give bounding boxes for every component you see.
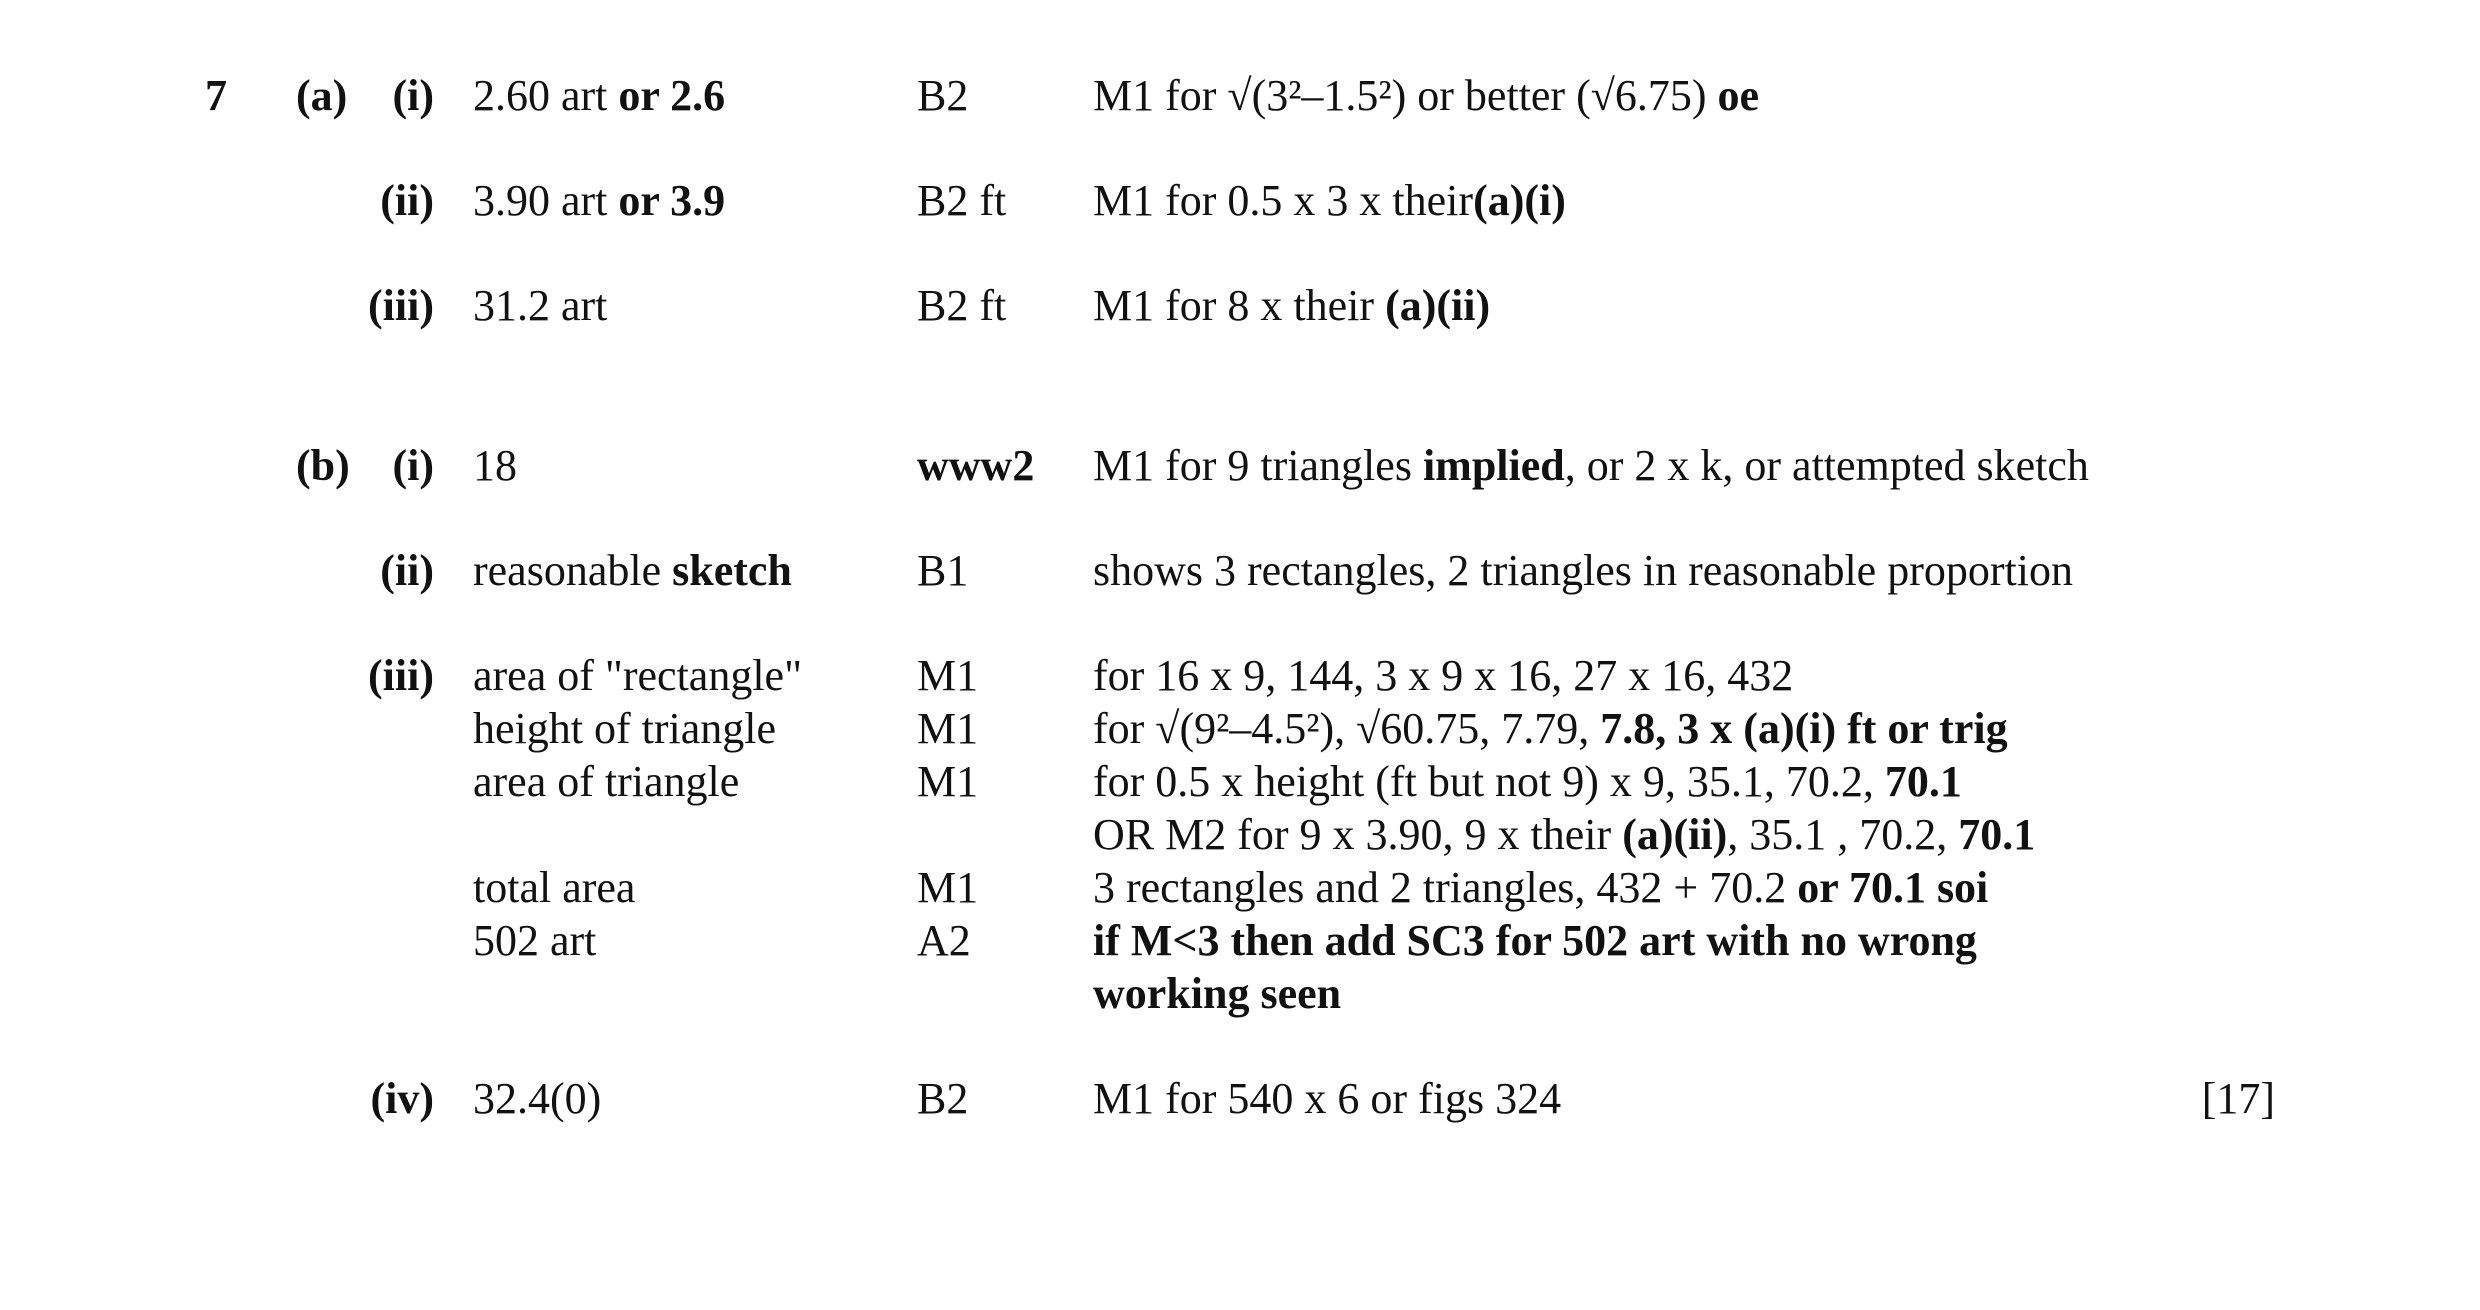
answer-cell: total area	[473, 863, 636, 912]
answer-cell: area of triangle	[473, 757, 740, 806]
guidance-cell: M1 for 8 x their (a)(ii)	[1093, 281, 1491, 330]
mark-cell: A2	[917, 916, 971, 965]
guidance-cell: M1 for 9 triangles implied, or 2 x k, or attempted sketch	[1093, 441, 2089, 490]
mark-row-b-iii-total	[0, 860, 2480, 916]
mark-row-a-iii	[0, 278, 2480, 334]
answer-cell: 3.90 art or 3.9	[473, 176, 726, 225]
guidance-cell: for 0.5 x height (ft but not 9) x 9, 35.1, 70.2, 70.1	[1093, 757, 1962, 806]
guidance-cell: M1 for 0.5 x 3 x their(a)(i)	[1093, 176, 1566, 225]
subpart-label: (i)	[392, 441, 434, 490]
answer-cell: 31.2 art	[473, 281, 608, 330]
part-label: (b)	[296, 441, 350, 490]
guidance-cell: shows 3 rectangles, 2 triangles in reasonable proportion	[1093, 546, 2073, 595]
guidance-cell: for √(9²–4.5²), √60.75, 7.79, 7.8, 3 x (a)(i) ft or trig	[1093, 704, 2008, 753]
mark-cell: B1	[917, 546, 969, 595]
subpart-label: (iii)	[368, 281, 434, 330]
mark-cell: B2	[917, 1074, 969, 1123]
answer-cell: reasonable sketch	[473, 546, 792, 595]
question-total-marks: [17]	[2201, 1074, 2275, 1123]
guidance-cell: 3 rectangles and 2 triangles, 432 + 70.2 or 70.1 soi	[1093, 863, 1989, 912]
mark-row-b-i	[0, 438, 2480, 494]
mark-cell: B2	[917, 71, 969, 120]
answer-cell: area of "rectangle"	[473, 651, 803, 700]
guidance-cell: if M<3 then add SC3 for 502 art with no wrong	[1093, 916, 1977, 965]
part-label: (a)	[296, 71, 348, 120]
subpart-label: (ii)	[380, 546, 434, 595]
mark-cell: M1	[917, 651, 979, 700]
subpart-label: (iv)	[370, 1074, 434, 1123]
subpart-label: (i)	[392, 71, 434, 120]
mark-row-b-iii	[0, 648, 2480, 704]
mark-row-a-i	[0, 68, 2480, 124]
mark-row-b-iii-height	[0, 701, 2480, 757]
guidance-cell: for 16 x 9, 144, 3 x 9 x 16, 27 x 16, 432	[1093, 651, 1794, 700]
mark-cell: B2 ft	[917, 176, 1007, 225]
answer-cell: 32.4(0)	[473, 1074, 602, 1123]
guidance-cell: OR M2 for 9 x 3.90, 9 x their (a)(ii), 35.1 , 70.2, 70.1	[1093, 810, 2036, 859]
mark-row-b-iii-triangle-area	[0, 754, 2480, 810]
subpart-label: (ii)	[380, 176, 434, 225]
mark-cell: www2	[917, 441, 1035, 490]
question-number: 7	[205, 71, 227, 120]
mark-cell: B2 ft	[917, 281, 1007, 330]
answer-cell: 2.60 art or 2.6	[473, 71, 726, 120]
mark-row-b-iii-continued	[0, 966, 2480, 1022]
mark-row-b-iii-final	[0, 913, 2480, 969]
mark-row-a-ii	[0, 173, 2480, 229]
answer-cell: 502 art	[473, 916, 597, 965]
guidance-cell: M1 for 540 x 6 or figs 324	[1093, 1074, 1562, 1123]
mark-row-b-iv	[0, 1071, 2480, 1127]
mark-row-b-iii-alternative	[0, 807, 2480, 863]
mark-cell: M1	[917, 704, 979, 753]
mark-cell: M1	[917, 863, 979, 912]
guidance-cell: M1 for √(3²–1.5²) or better (√6.75) oe	[1093, 71, 1760, 120]
answer-cell: 18	[473, 441, 517, 490]
mark-cell: M1	[917, 757, 979, 806]
guidance-cell: working seen	[1093, 969, 1342, 1018]
subpart-label: (iii)	[368, 651, 434, 700]
mark-row-b-ii	[0, 543, 2480, 599]
answer-cell: height of triangle	[473, 704, 777, 753]
